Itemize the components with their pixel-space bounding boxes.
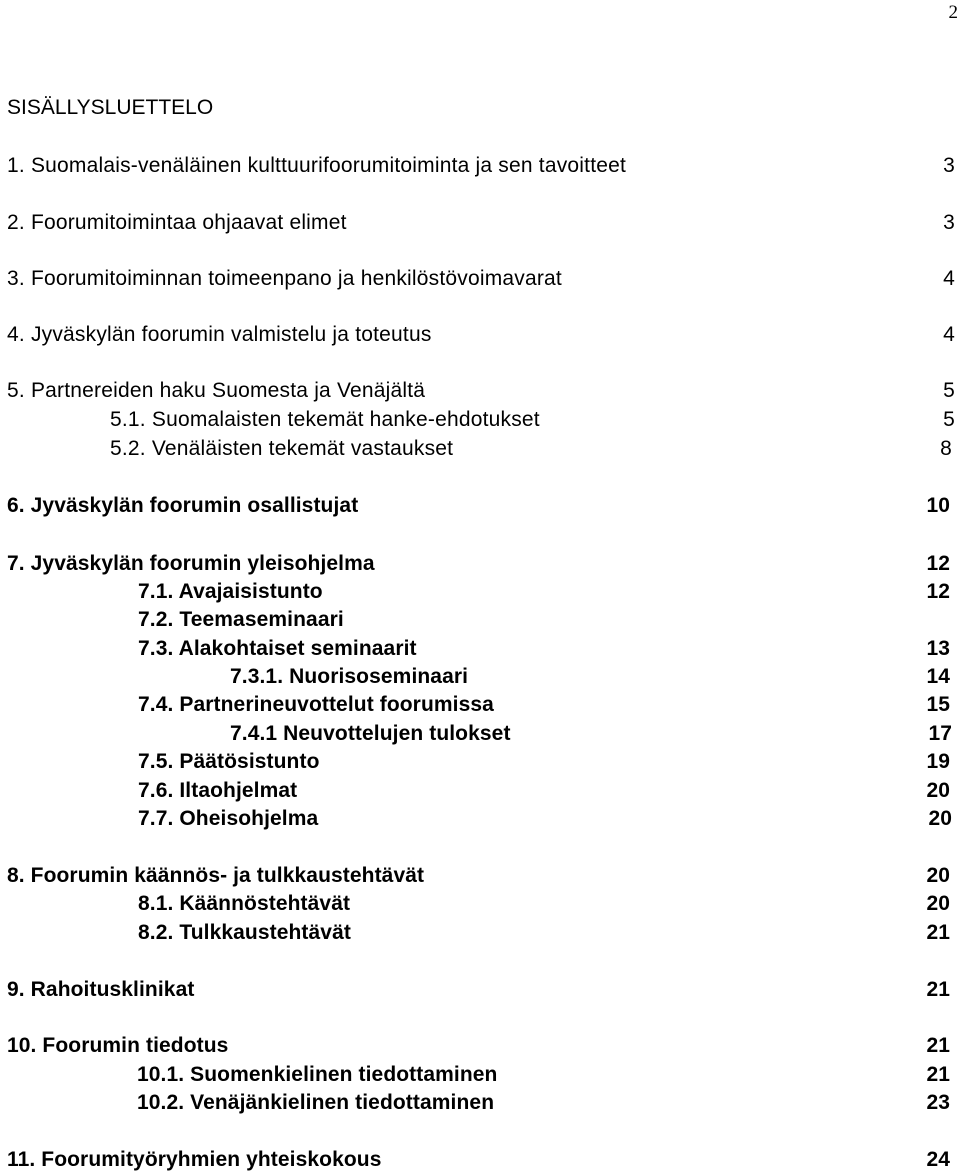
toc-entry-7-5 <box>138 749 952 775</box>
toc-entry-7-1 <box>138 579 952 605</box>
toc-entry-page: 20 <box>926 864 950 887</box>
toc-entry-label: 8. Foorumin käännös- ja tulkkaustehtävät <box>7 864 425 887</box>
toc-entry-10 <box>7 1033 952 1059</box>
toc-entry-8-1 <box>138 891 952 917</box>
toc-entry-8-2 <box>138 920 952 946</box>
toc-entry-page: 20 <box>926 779 950 802</box>
toc-entry-6 <box>7 493 952 519</box>
toc-entry-7-4-1 <box>230 721 954 747</box>
toc-entry-page: 21 <box>926 921 950 944</box>
toc-entry-label: 5. Partnereiden haku Suomesta ja Venäjältä <box>7 379 426 402</box>
toc-entry-page: 4 <box>943 323 955 346</box>
toc-entry-label: 8.1. Käännöstehtävät <box>138 892 351 915</box>
toc-entry-label: 9. Rahoitusklinikat <box>7 978 195 1001</box>
toc-entry-label: 10.2. Venäjänkielinen tiedottaminen <box>137 1091 495 1114</box>
toc-entry-4 <box>7 322 957 348</box>
toc-entry-11 <box>7 1147 952 1173</box>
toc-entry-label: 6. Jyväskylän foorumin osallistujat <box>7 494 359 517</box>
toc-entry-label: 5.2. Venäläisten tekemät vastaukset <box>110 437 454 460</box>
toc-entry-label: 7.1. Avajaisistunto <box>138 580 323 603</box>
toc-entry-label: 2. Foorumitoimintaa ohjaavat elimet <box>7 211 347 234</box>
toc-entry-page: 13 <box>926 637 950 660</box>
toc-entry-8 <box>7 863 952 889</box>
toc-entry-7-7 <box>138 806 954 832</box>
toc-entry-page: 15 <box>926 693 950 716</box>
toc-entry-5 <box>7 378 957 404</box>
toc-entry-page: 20 <box>926 892 950 915</box>
toc-entry-page: 24 <box>926 1148 950 1171</box>
toc-entry-10-1 <box>137 1062 952 1088</box>
toc-entry-page: 4 <box>943 267 955 290</box>
toc-entry-label: 10. Foorumin tiedotus <box>7 1034 229 1057</box>
toc-entry-label: 4. Jyväskylän foorumin valmistelu ja toteutus <box>7 323 432 346</box>
toc-entry-page: 5 <box>943 379 955 402</box>
toc-entry-label: 5.1. Suomalaisten tekemät hanke-ehdotukset <box>110 408 540 431</box>
toc-entry-label: 10.1. Suomenkielinen tiedottaminen <box>137 1063 498 1086</box>
toc-entry-7-4 <box>138 692 952 718</box>
toc-title: SISÄLLYSLUETTELO <box>7 96 214 119</box>
toc-entry-label: 7.6. Iltaohjelmat <box>138 779 298 802</box>
toc-entry-5-1 <box>110 407 957 433</box>
page-number: 2 <box>948 2 958 23</box>
toc-entry-page: 10 <box>926 494 950 517</box>
toc-entry-page: 23 <box>926 1091 950 1114</box>
toc-entry-page: 21 <box>926 1063 950 1086</box>
toc-entry-2 <box>7 210 957 236</box>
toc-entry-label: 7.7. Oheisohjelma <box>138 807 319 830</box>
toc-entry-page: 21 <box>926 1034 950 1057</box>
toc-entry-label: 8.2. Tulkkaustehtävät <box>138 921 351 944</box>
toc-entry-label: 7.2. Teemaseminaari <box>138 608 344 631</box>
toc-entry-label: 1. Suomalais-venäläinen kulttuurifoorumitoiminta ja sen tavoitteet <box>7 154 627 177</box>
toc-entry-page: 8 <box>940 437 952 460</box>
toc-entry-page: 3 <box>943 211 955 234</box>
toc-entry-page: 12 <box>926 580 950 603</box>
toc-entry-7-2 <box>138 607 952 633</box>
toc-entry-page: 21 <box>926 978 950 1001</box>
toc-entry-page: 3 <box>943 154 955 177</box>
toc-entry-page: 19 <box>926 750 950 773</box>
toc-entry-label: 11. Foorumityöryhmien yhteiskokous <box>7 1148 382 1171</box>
toc-entry-1 <box>7 153 957 179</box>
toc-entry-label: 7.3.1. Nuorisoseminaari <box>230 665 469 688</box>
toc-entry-label: 7.4. Partnerineuvottelut foorumissa <box>138 693 494 716</box>
toc-entry-10-2 <box>137 1090 952 1116</box>
toc-entry-label: 7.5. Päätösistunto <box>138 750 320 773</box>
toc-entry-7-3 <box>138 636 952 662</box>
toc-entry-label: 3. Foorumitoiminnan toimeenpano ja henkilöstövoimavarat <box>7 267 562 290</box>
toc-entry-7-3-1 <box>230 664 952 690</box>
toc-entry-label: 7.4.1 Neuvottelujen tulokset <box>230 722 511 745</box>
toc-entry-9 <box>7 977 952 1003</box>
toc-entry-3 <box>7 266 957 292</box>
toc-entry-5-2 <box>110 436 954 462</box>
toc-entry-page: 17 <box>928 722 952 745</box>
toc-entry-label: 7.3. Alakohtaiset seminaarit <box>138 637 417 660</box>
toc-entry-label: 7. Jyväskylän foorumin yleisohjelma <box>7 552 375 575</box>
toc-entry-page: 5 <box>943 408 955 431</box>
toc-entry-7-6 <box>138 778 952 804</box>
toc-entry-7 <box>7 551 952 577</box>
toc-entry-page: 20 <box>928 807 952 830</box>
toc-entry-page: 14 <box>926 665 950 688</box>
toc-entry-page: 12 <box>926 552 950 575</box>
